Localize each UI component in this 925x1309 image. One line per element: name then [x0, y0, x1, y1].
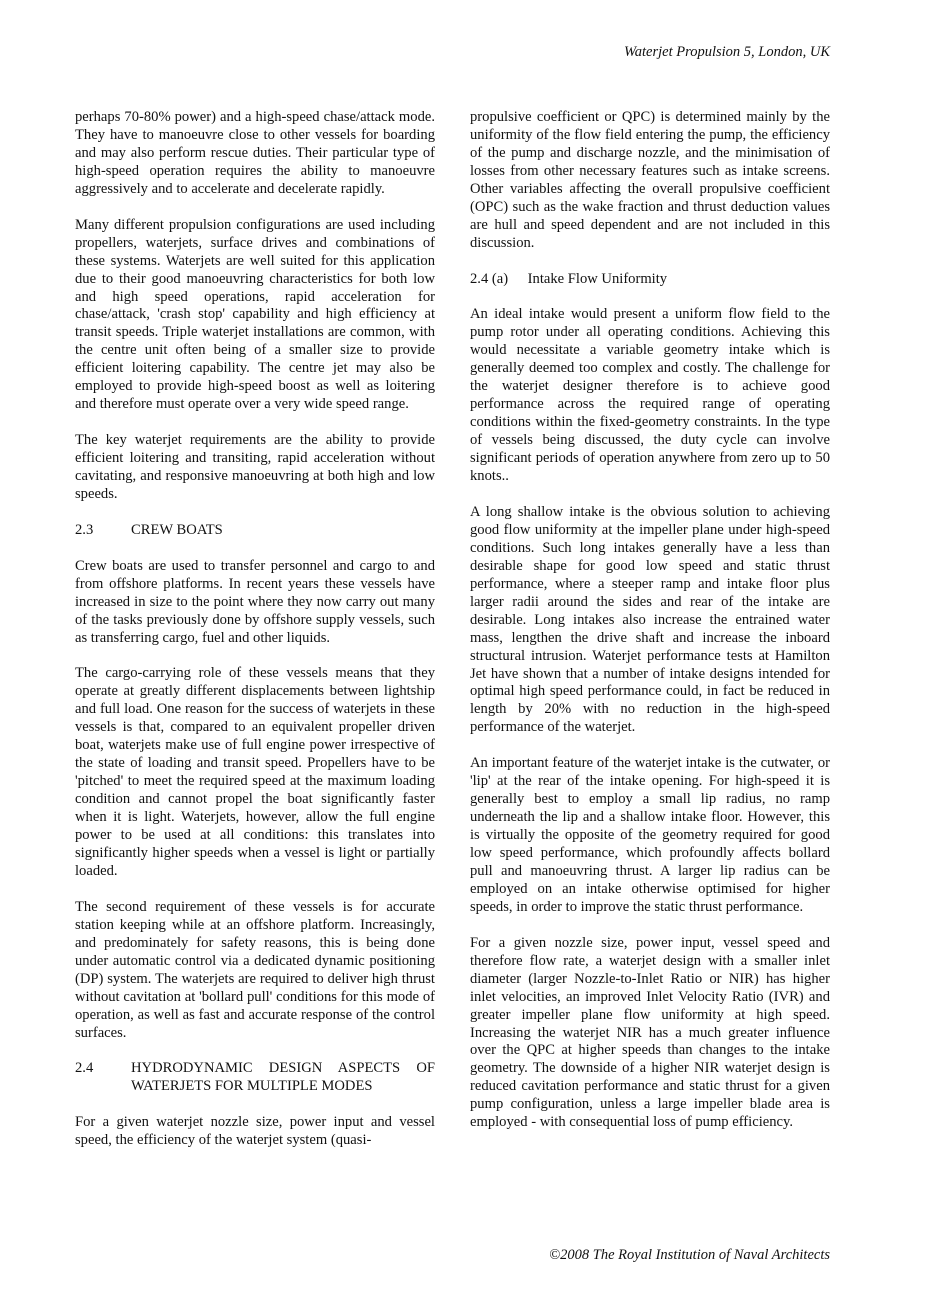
running-header: Waterjet Propulsion 5, London, UK [624, 44, 830, 60]
subsection-title: Intake Flow Uniformity [527, 270, 668, 287]
paragraph: The cargo-carrying role of these vessels means that they operate at greatly different displacements between lightship and full load. One reason for the success of waterjets in these vessels is that, compared to an equivalent propeller driven boat, waterjets make use of full engine power irrespective of the state of loading and transit speed. Propellers have to be 'pitched' to meet the required speed at the maximum loading condition and cannot propel the boat significantly faster when it is light. Waterjets, however, allow the full engine power to be used at all conditions: this translates into significantly higher speeds when a vessel is light or partially loaded. [75, 665, 435, 879]
left-column [75, 109, 435, 1168]
subsection-number: 2.4 (a) [470, 270, 509, 287]
section-title: HYDRODYNAMIC DESIGN ASPECTS OF WATERJETS FOR MULTIPLE MODES [131, 1060, 435, 1095]
subsection-heading-2-4a [470, 271, 830, 289]
copyright-footer: ©2008 The Royal Institution of Naval Architects [549, 1247, 830, 1263]
paragraph: propulsive coefficient or QPC) is determined mainly by the uniformity of the flow field entering the pump, the efficiency of the pump and discharge nozzle, and the minimisation of losses from other necessary features such as intake screens. Other variables affecting the overall propulsive coefficient (OPC) such as the wake fraction and thrust deduction values are hull and speed dependent and are not included in this discussion. [470, 109, 830, 251]
paragraph: For a given waterjet nozzle size, power input and vessel speed, the efficiency of the waterjet system (quasi- [75, 1114, 435, 1149]
right-column [470, 109, 830, 1150]
paragraph: For a given nozzle size, power input, vessel speed and therefore flow rate, a waterjet design with a smaller inlet diameter (larger Nozzle-to-Inlet Ratio or NIR) has higher inlet velocities, an improved Inlet Velocity Ratio (IVR) and greater impeller plane flow uniformity at high speed. Increasing the waterjet NIR has a much greater influence over the QPC at higher speeds than changes to the intake geometry. The downside of a higher NIR waterjet design is reduced cavitation performance and static thrust for a given pump configuration, unless a large impeller blade area is employed - with consequential loss of pump efficiency. [470, 934, 830, 1131]
paragraph: An important feature of the waterjet intake is the cutwater, or 'lip' at the rear of the intake opening. For high-speed it is generally best to employ a small lip radius, no ramp underneath the lip and a shallow intake floor. However, this is virtually the opposite of the geometry required for good low speed performance, which profoundly affects bollard pull and manoeuvring thrust. A larger lip radius can be employed on an intake otherwise optimised for higher speeds, in order to improve the static thrust performance. [470, 755, 830, 915]
section-heading-2-3 [75, 522, 435, 540]
section-number: 2.3 [75, 521, 94, 538]
paragraph: The key waterjet requirements are the ability to provide efficient loitering and transiting, rapid acceleration without cavitating, and responsive manoeuvring at both high and low speeds. [75, 432, 435, 502]
section-heading-2-4 [75, 1060, 435, 1096]
paragraph: Many different propulsion configurations are used including propellers, waterjets, surface drives and combinations of these systems. Waterjets are well suited for this application due to their good manoeuvring characteristics for both low and high speed operations, rapid acceleration for chase/attack, 'crash stop' capability and high efficiency at transit speeds. Triple waterjet installations are common, with the centre unit often being of a smaller size to provide efficient loitering capability. The centre jet may also be employed to provide high-speed boost as well as loitering and therefore must operate over a very wide speed range. [75, 216, 435, 413]
paragraph: A long shallow intake is the obvious solution to achieving good flow uniformity at the impeller plane under high-speed conditions. Such long intakes generally have a less than desirable shape for good low speed and static thrust performance, where a steeper ramp and intake floor plus larger radii around the sides and rear of the intake are desirable. Long intakes also increase the entrained water mass, lengthen the drive shaft and increase the inboard structural intrusion. Waterjet performance tests at Hamilton Jet have shown that a number of intake designs intended for optimal high speed performance could, in fact be reduced in length by 20% with no reduction in the high-speed performance of the waterjet. [470, 503, 830, 736]
paragraph: Crew boats are used to transfer personnel and cargo to and from offshore platforms. In recent years these vessels have increased in size to the point where they now carry out many of the tasks previously done by offshore supply vessels, such as transferring cargo, fuel and other liquids. [75, 557, 435, 646]
paragraph: The second requirement of these vessels is for accurate station keeping while at an offshore platform. Increasingly, and predominately for safety reasons, this is being done under automatic control via a dedicated dynamic positioning (DP) system. The waterjets are required to deliver high thrust without cavitation at 'bollard pull' conditions for this mode of operation, as well as fast and accurate response of the control surfaces. [75, 898, 435, 1041]
section-number: 2.4 [75, 1060, 94, 1077]
section-title: CREW BOATS [131, 521, 223, 538]
paragraph: perhaps 70-80% power) and a high-speed chase/attack mode. They have to manoeuvre close to other vessels for boarding and may also perform rescue duties. Their particular type of high-speed operation requires the ability to manoeuvre aggressively and to accelerate and decelerate rapidly. [75, 109, 435, 197]
paragraph: An ideal intake would present a uniform flow field to the pump rotor under all operating conditions. Achieving this would necessitate a variable geometry intake which is generally deemed too complex and costly. The challenge for the waterjet designer therefore is to achieve good performance across the required range of operating conditions within the fixed-geometry constraints. In the type of vessels being discussed, the duty cycle can involve significant periods of operation anywhere from zero up to 50 knots.. [470, 306, 830, 485]
